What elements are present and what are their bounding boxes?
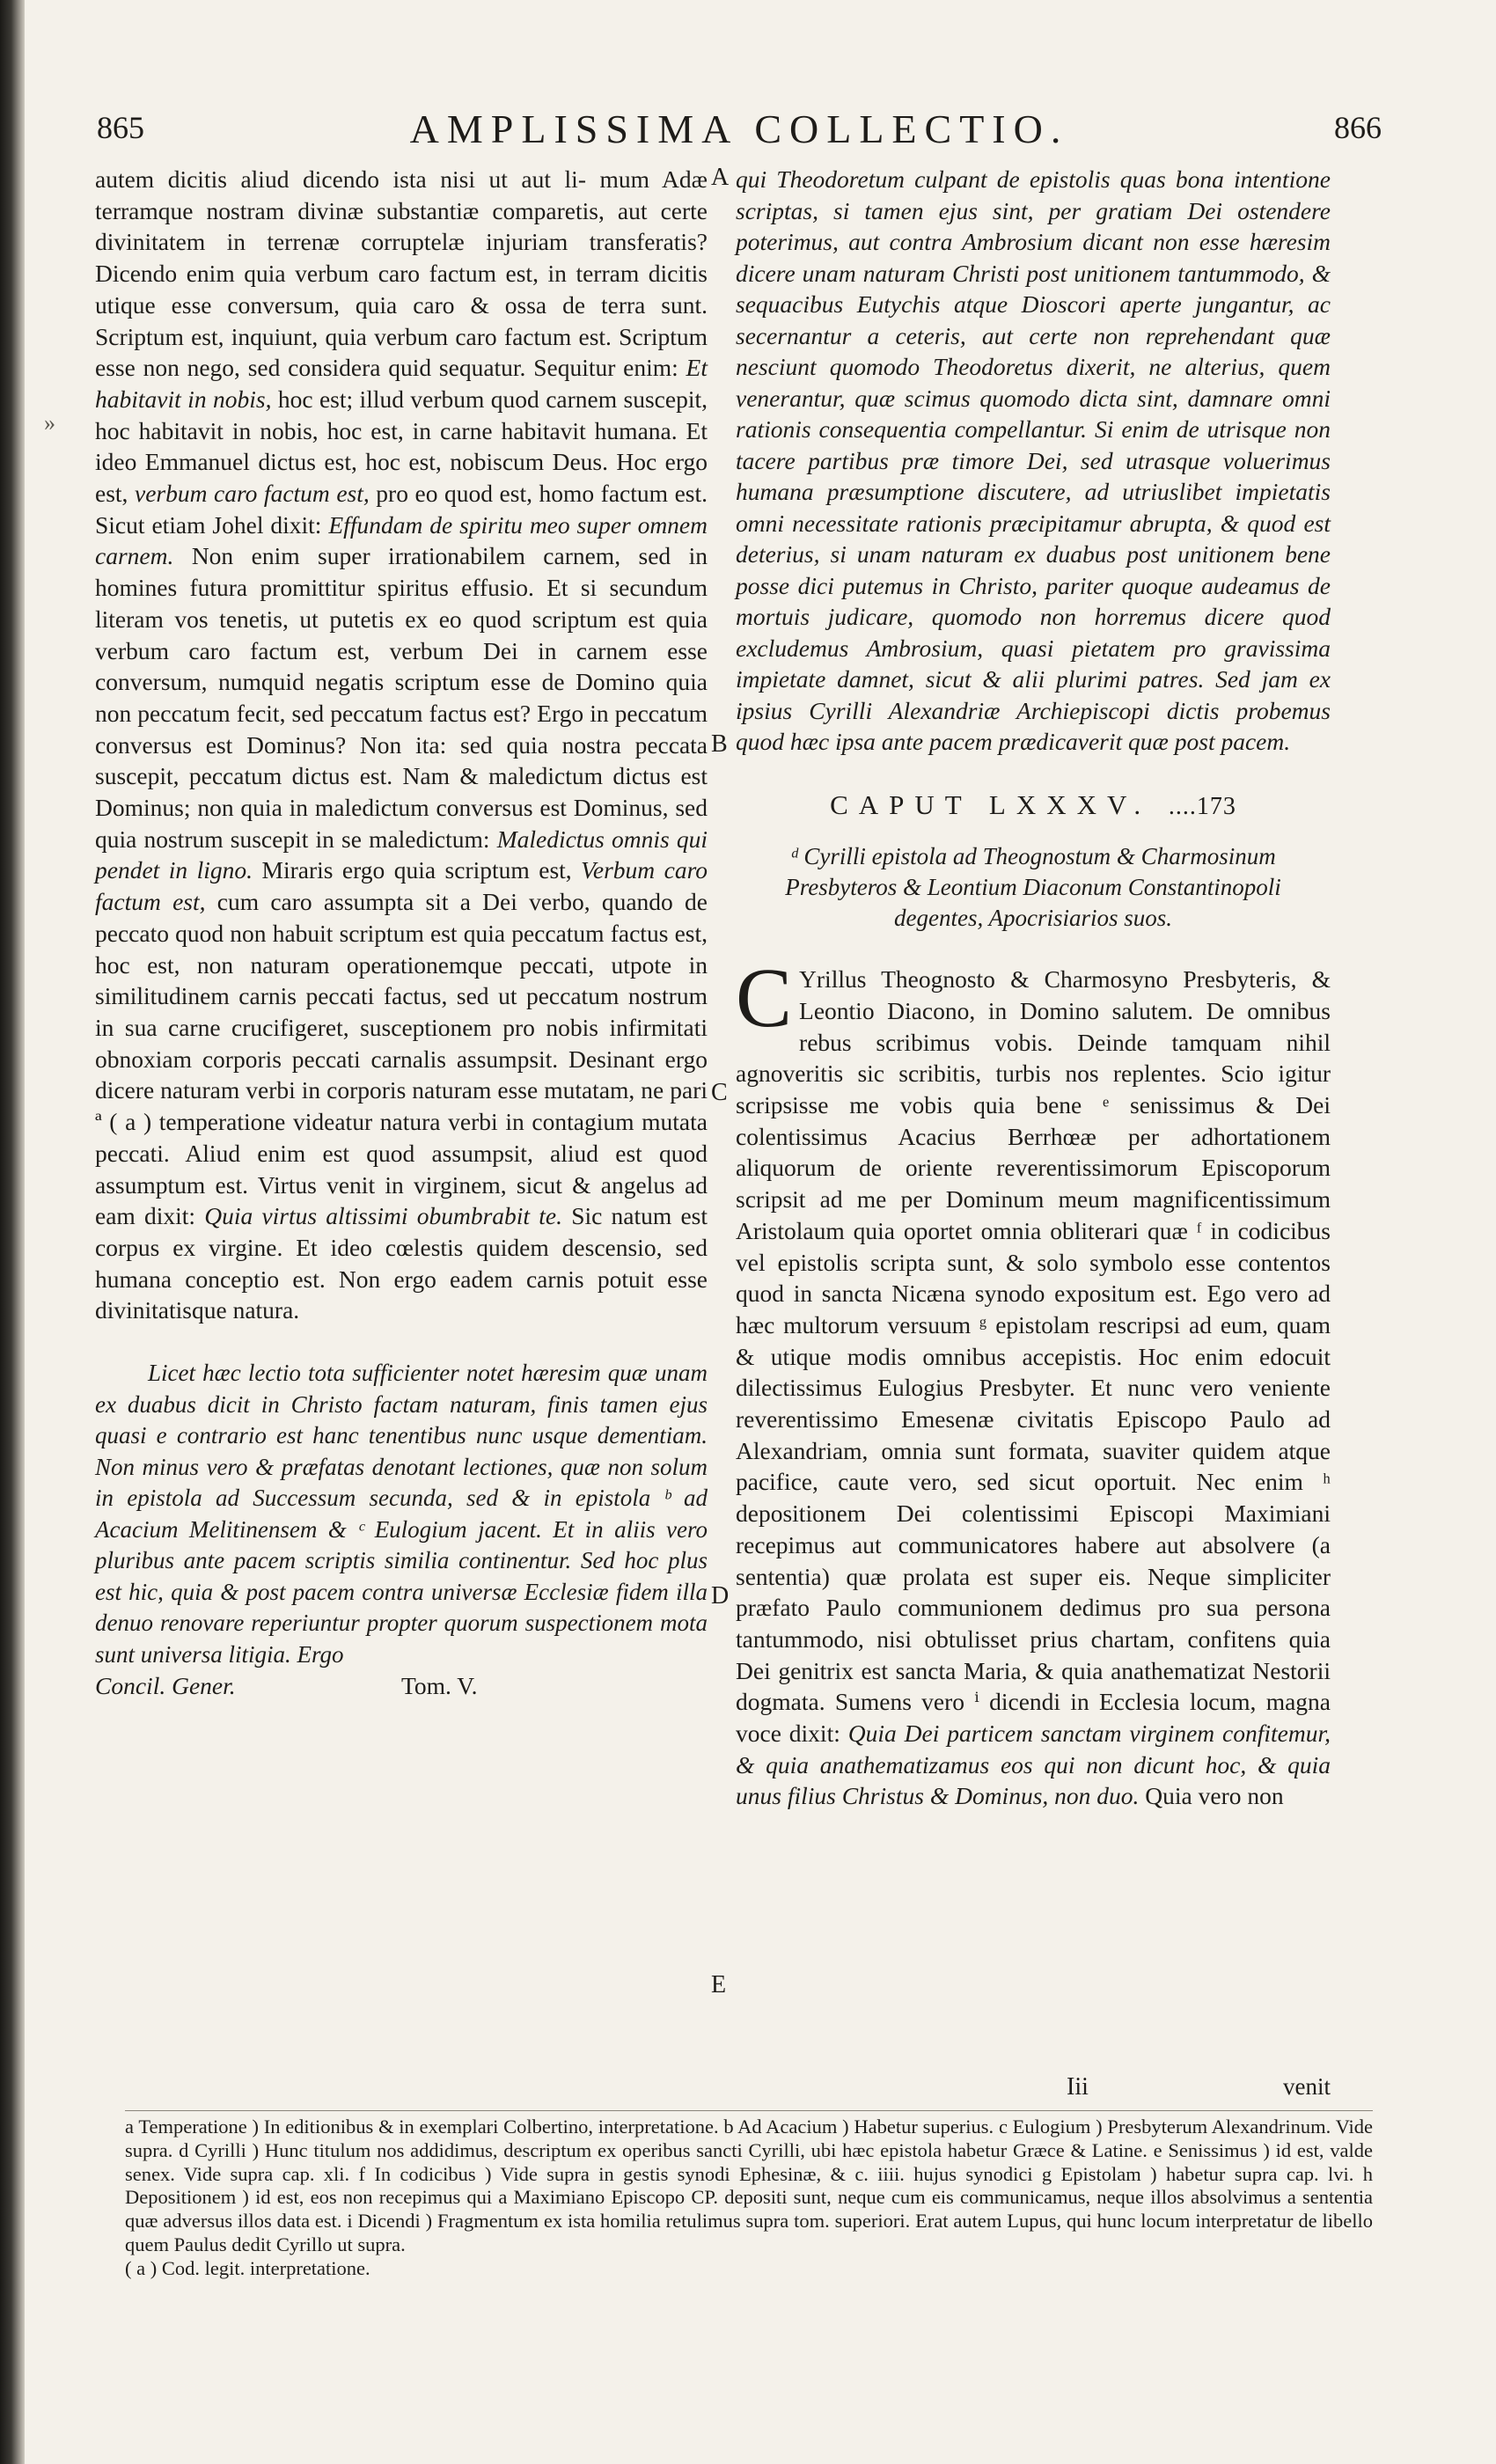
footnote-variant: ( a ) Cod. legit. interpretatione. — [125, 2256, 370, 2279]
chapter-reference: ....173 — [1168, 792, 1236, 820]
drop-cap: C — [736, 950, 793, 1045]
footnote-block: a Temperatione ) In editionibus & in exemplari Colbertino, interpretatione. b Ad Acacium ) Habetur superius. c Eulogium ) Presbyterum Alexandrinum. Vide supra. d Cyrilli ) Hunc titulum nos addidimus, descriptum ex operibus sancti Cyrilli, ubi hæc epistola habetur Græce & Latine. e Senissimus ) id est, valde senex. Vide supra cap. xli. f In codicibus ) Vide supra in gestis synodi Ephesinæ, & c. iiii. hujus synodici g Epistolam ) habetur supra cap. lvi. h Depositionem ) id est, eos non recepimus qui a Maximiano Episcopo CP. depositi sunt, neque cum eis communicamus, neque illos absolvimus a sententia quæ adversus illos data est. i Dicendi ) Fragmentum ex ista homilia retulimus supra tom. superiori. Erat autem Lupus, qui hunc locum interpretatur de libello quem Paulus dedit Cyrillo ut supra. — [125, 2116, 1373, 2255]
margin-letter-d: D — [711, 1582, 730, 1610]
signature-volume: Tom. V. — [401, 1672, 478, 1700]
commentary-left: Licet hæc lectio tota sufficienter notet hæresim quæ unam ex duabus dicit in Christo factam naturam, finis tamen ejus quasi e contrario est hanc tenentibus nunc usque dementiam. Non minus vero & præfatas denotant lectiones, quæ non solum in epistola ad Successum secunda, sed & in epistola ᵇ ad Acacium Melitinensem & ᶜ Eulogium jacent. Et in aliis vero pluribus ante pacem scriptis similia continentur. Sed hoc plus est hic, quia & post pacem contra universæ Ecclesiæ fidem illa denuo renovare reperiuntur propter quorum suspectionem mota sunt universa litigia. Ergo — [95, 1360, 708, 1668]
catchword: venit — [1283, 2073, 1331, 2100]
left-column — [95, 164, 708, 1702]
page-title: AMPLISSIMA COLLECTIO. — [409, 106, 1069, 151]
page-number-right: 866 — [1334, 110, 1382, 145]
commentary-right: qui Theodoretum culpant de epistolis quas bona intentione scriptas, si tamen ejus sint, per gratiam Dei ostendere poterimus, aut contra Ambrosium dicant non esse hæresim dicere unam naturam Christi post unitionem tantummodo, & sequacibus Eutychis atque Dioscori aperte jungantur, ac secernantur a ceteris, aut certe non reprehendant quæ nesciunt quomodo Theodoretus dixerit, ne alterius, quem venerantur, quæ scimus quomodo dicta sint, damnare omni rationis consequentia compellantur. Si enim de utrisque non tacere partibus præ timore Dei, sed utrasque voluerimus humana præsumptione discutere, ad utriuslibet impietatis omni necessitate rationis præcipitamur abrupta, & quod est deterius, si unam naturam ex duabus post unitionem bene posse dici putemus in Christo, pariter quoque audeamus de mortuis judicare, quomodo non horremus dicere quod excludemus Ambrosium, quasi pietatem pro gravissima impietate damnet, sicut & alii plurimi patres. Sed jam ex ipsius Cyrilli Alexandriæ Archiepiscopi dictis probemus quod hæc ipsa ante pacem prædicaverit quæ post pacem. — [736, 165, 1331, 755]
page-number-left: 865 — [97, 110, 144, 145]
signature-line — [95, 1670, 708, 1702]
letter-end: Quia vero non — [1145, 1782, 1284, 1810]
margin-letter-b: B — [711, 730, 728, 758]
footnotes — [125, 2116, 1373, 2281]
chapter-title: ᵈ Cyrilli epistola ad Theognostum & Charmosinum Presbyteros & Leontium Diaconum Constantinopoli degentes, Apocrisiarios suos. — [785, 843, 1281, 932]
edge-mark: » — [44, 410, 55, 436]
running-head — [97, 106, 1382, 162]
margin-letter-e: E — [711, 1971, 727, 1998]
book-gutter — [0, 0, 25, 2464]
footnote-rule — [125, 2110, 1373, 2111]
chapter-heading: CAPUT LXXXV. ....173 — [830, 788, 1236, 820]
signature-mark: Iii — [1067, 2073, 1089, 2101]
signature-series: Concil. Gener. — [95, 1672, 236, 1700]
letter-text: C Yrillus Theognosto & Charmosyno Presbyteris, & Leontio Diacono, in Domino salutem. De omnibus rebus scribimus vobis. Deinde tamquam nihil agnoveritis sic scribitis, turbis nos replentes. Scio igitur scripsisse me vobis quia bene ᵉ senissimus & Dei colentissimus Acacius Berrhœæ per adhortationem aliquorum de oriente reverentissimorum Episcoporum scripsit ad me per Dominum meum magnificentissimum Aristolaum quia oportet omnia obliterari quæ ᶠ in codicibus vel epistolis scripta sunt, & solo symbolo esse contentos quod in sancta Nicæna synodo expositum est. Ego vero ad hæc multorum versuum ᵍ epistolam rescripsi ad eum, quam & utique modis omnibus accepistis. Hoc enim edocuit dilectissimus Eulogius Presbyter. Et nunc vero veniente reverentissimo Emesenæ civitatis Episcopo Paulo ad Alexandriam, omnia sunt formata, suaviter quidem atque pacifice, caute vero, sed sicut oportuit. Nec enim ʰ depositionem Dei colentissimi Episcopi Maximiani recepimus aut communicatores habere aut absolvere (a sententia) quæ prolata est super eis. Neque simpliciter præfato Paulo communionem dedimus pro sua persona tantummodo, nisi obtulisset prius chartam, confitens quia Dei genitrix est sancta Maria, & quia anathematizat Nestorii dogmata. Sumens vero ⁱ dicendi in Ecclesia locum, magna voce dixit: Quia Dei particem sanctam virginem confitemur, & quia anathematizamus eos qui non dicunt hoc, & quia unus filius Christus & Dominus, non duo. Quia vero non — [736, 950, 1331, 1810]
right-column — [736, 164, 1331, 1812]
letter-quote: Quia Dei particem sanctam virginem confitemur, & quia anathematizamus eos qui non dicunt hoc, & quia unus filius Christus & Dominus, non duo. — [736, 1720, 1331, 1810]
margin-letter-c: C — [711, 1079, 728, 1106]
main-text: autem dicitis aliud dicendo ista nisi ut aut li- mum Adæ terramque nostram divinæ substantiæ comparetis, aut certe divinitatem in terrenæ corruptelæ injuriam transferatis? Dicendo enim quia verbum caro factum est, in terram dicitis utique esse conversum, quia caro & ossa de terra sunt. Scriptum est, inquiunt, quia verbum caro factum est. Scriptum esse non nego, sed considera quid sequatur. Sequitur enim: Et habitavit in nobis, hoc est; illud verbum quod carnem suscepit, hoc habitavit in nobis, hoc est, in carne habitavit humana. Et ideo Emmanuel dictus est, hoc est, nobiscum Deus. Hoc ergo est, verbum caro factum est, pro eo quod est, homo factum est. Sicut etiam Johel dixit: Effundam de spiritu meo super omnem carnem. Non enim super irrationabilem carnem, sed in homines futura promittitur spiritus effusio. Et si secundum literam vos tenetis, ut putetis ex eo quod scriptum est quia verbum caro factum est, verbum Dei in carnem esse conversum, numquid negatis scriptum esse de Domino quia non peccatum fecit, sed peccatum factus est? Ergo in peccatum conversus est Dominus? Non ita: sed quia nostra peccata suscepit, peccatum dictus est. Nam & maledictum dictus est Dominus; non quia in maledictum conversus est Dominus, sed quia nostrum suscepit in se maledictum: Maledictus omnis qui pendet in ligno. Miraris ergo quia scriptum est, Verbum caro factum est, cum caro assumpta sit a Dei verbo, quando de peccato quod non habuit scriptum est quia peccatum factus est, hoc est, non naturam operationemque peccati, utpote in similitudinem carnis peccati factus, sed ut peccatum nostrum in sua carne crucifigeret, susceptionem pro nobis infirmitati obnoxiam corporis peccati carnalis assumpsit. Desinant ergo dicere naturam verbi in corporis naturam esse mutatam, ne pari ª ( a ) temperatione videatur natura verbi in contagium mutata peccati. Aliud enim est quod assumpsit, aliud est quod assumptum est. Virtus venit in virginem, sicut & angelus ad eam dixit: Quia virtus altissimi obumbrabit te. Sic natum est corpus ex virgine. Et ideo cœlestis quidem descensio, sed humana conceptio est. Non ergo eadem carnis potuit esse divinitatisque natura. — [95, 165, 708, 1324]
margin-letter-a: A — [711, 164, 730, 191]
